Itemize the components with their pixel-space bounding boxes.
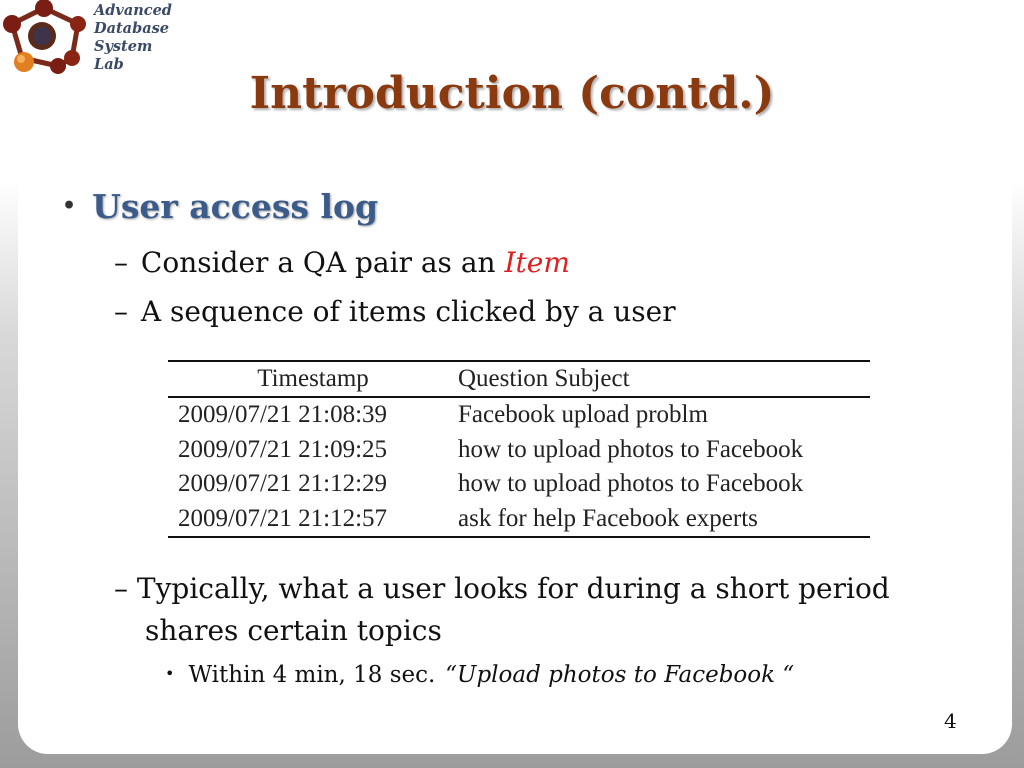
- column-header-question-subject: Question Subject: [458, 365, 630, 392]
- dash-marker: –: [114, 246, 128, 279]
- logo-line: System: [94, 38, 153, 55]
- subject-cell: Facebook upload problm: [458, 401, 708, 429]
- timestamp-cell: 2009/07/21 21:12:29: [178, 470, 388, 498]
- bullet-dot: •: [165, 664, 175, 683]
- nested-sub-point-text: Within 4 min, 18 sec.: [188, 662, 436, 688]
- bullet-dot: •: [62, 193, 77, 219]
- logo-line: Database: [94, 20, 169, 37]
- sub-point-sequence: [114, 292, 676, 332]
- table-row: [168, 467, 870, 502]
- dash-marker: –: [114, 295, 128, 328]
- sub-point-text: A sequence of items clicked by a user: [140, 295, 676, 328]
- column-header-timestamp: Timestamp: [257, 365, 369, 392]
- sub-point-item: [114, 243, 570, 283]
- sub-point-text-line2: shares certain topics: [145, 614, 442, 647]
- sub-point-text: Consider a QA pair as an: [140, 246, 496, 279]
- table-row: [168, 502, 870, 538]
- table-header-row: [168, 361, 870, 397]
- timestamp-cell: 2009/07/21 21:12:57: [178, 504, 388, 532]
- main-bullet: [62, 187, 378, 226]
- logo-line: Advanced: [94, 2, 172, 19]
- timestamp-cell: 2009/07/21 21:09:25: [178, 435, 388, 463]
- subject-cell: how to upload photos to Facebook: [458, 435, 804, 463]
- table-row: [168, 397, 870, 433]
- main-bullet-text: User access log: [92, 187, 379, 226]
- item-emphasis: Item: [504, 246, 570, 279]
- sub-point-typically: [114, 568, 890, 652]
- timestamp-cell: 2009/07/21 21:08:39: [178, 401, 388, 429]
- nested-sub-point-quote: “Upload photos to Facebook “: [445, 662, 795, 688]
- page-number: 4: [944, 709, 957, 733]
- slide-title: Introduction (contd.): [249, 68, 775, 119]
- subject-cell: ask for help Facebook experts: [458, 504, 758, 532]
- sub-point-text-line1: Typically, what a user looks for during a short period: [136, 572, 890, 605]
- subject-cell: how to upload photos to Facebook: [458, 470, 804, 498]
- logo-line: Lab: [94, 56, 124, 73]
- nested-sub-point: [165, 655, 794, 694]
- table-row: [168, 433, 870, 468]
- access-log-table: [168, 360, 870, 538]
- dash-marker: –: [114, 572, 128, 605]
- logo-wordmark: [94, 2, 190, 74]
